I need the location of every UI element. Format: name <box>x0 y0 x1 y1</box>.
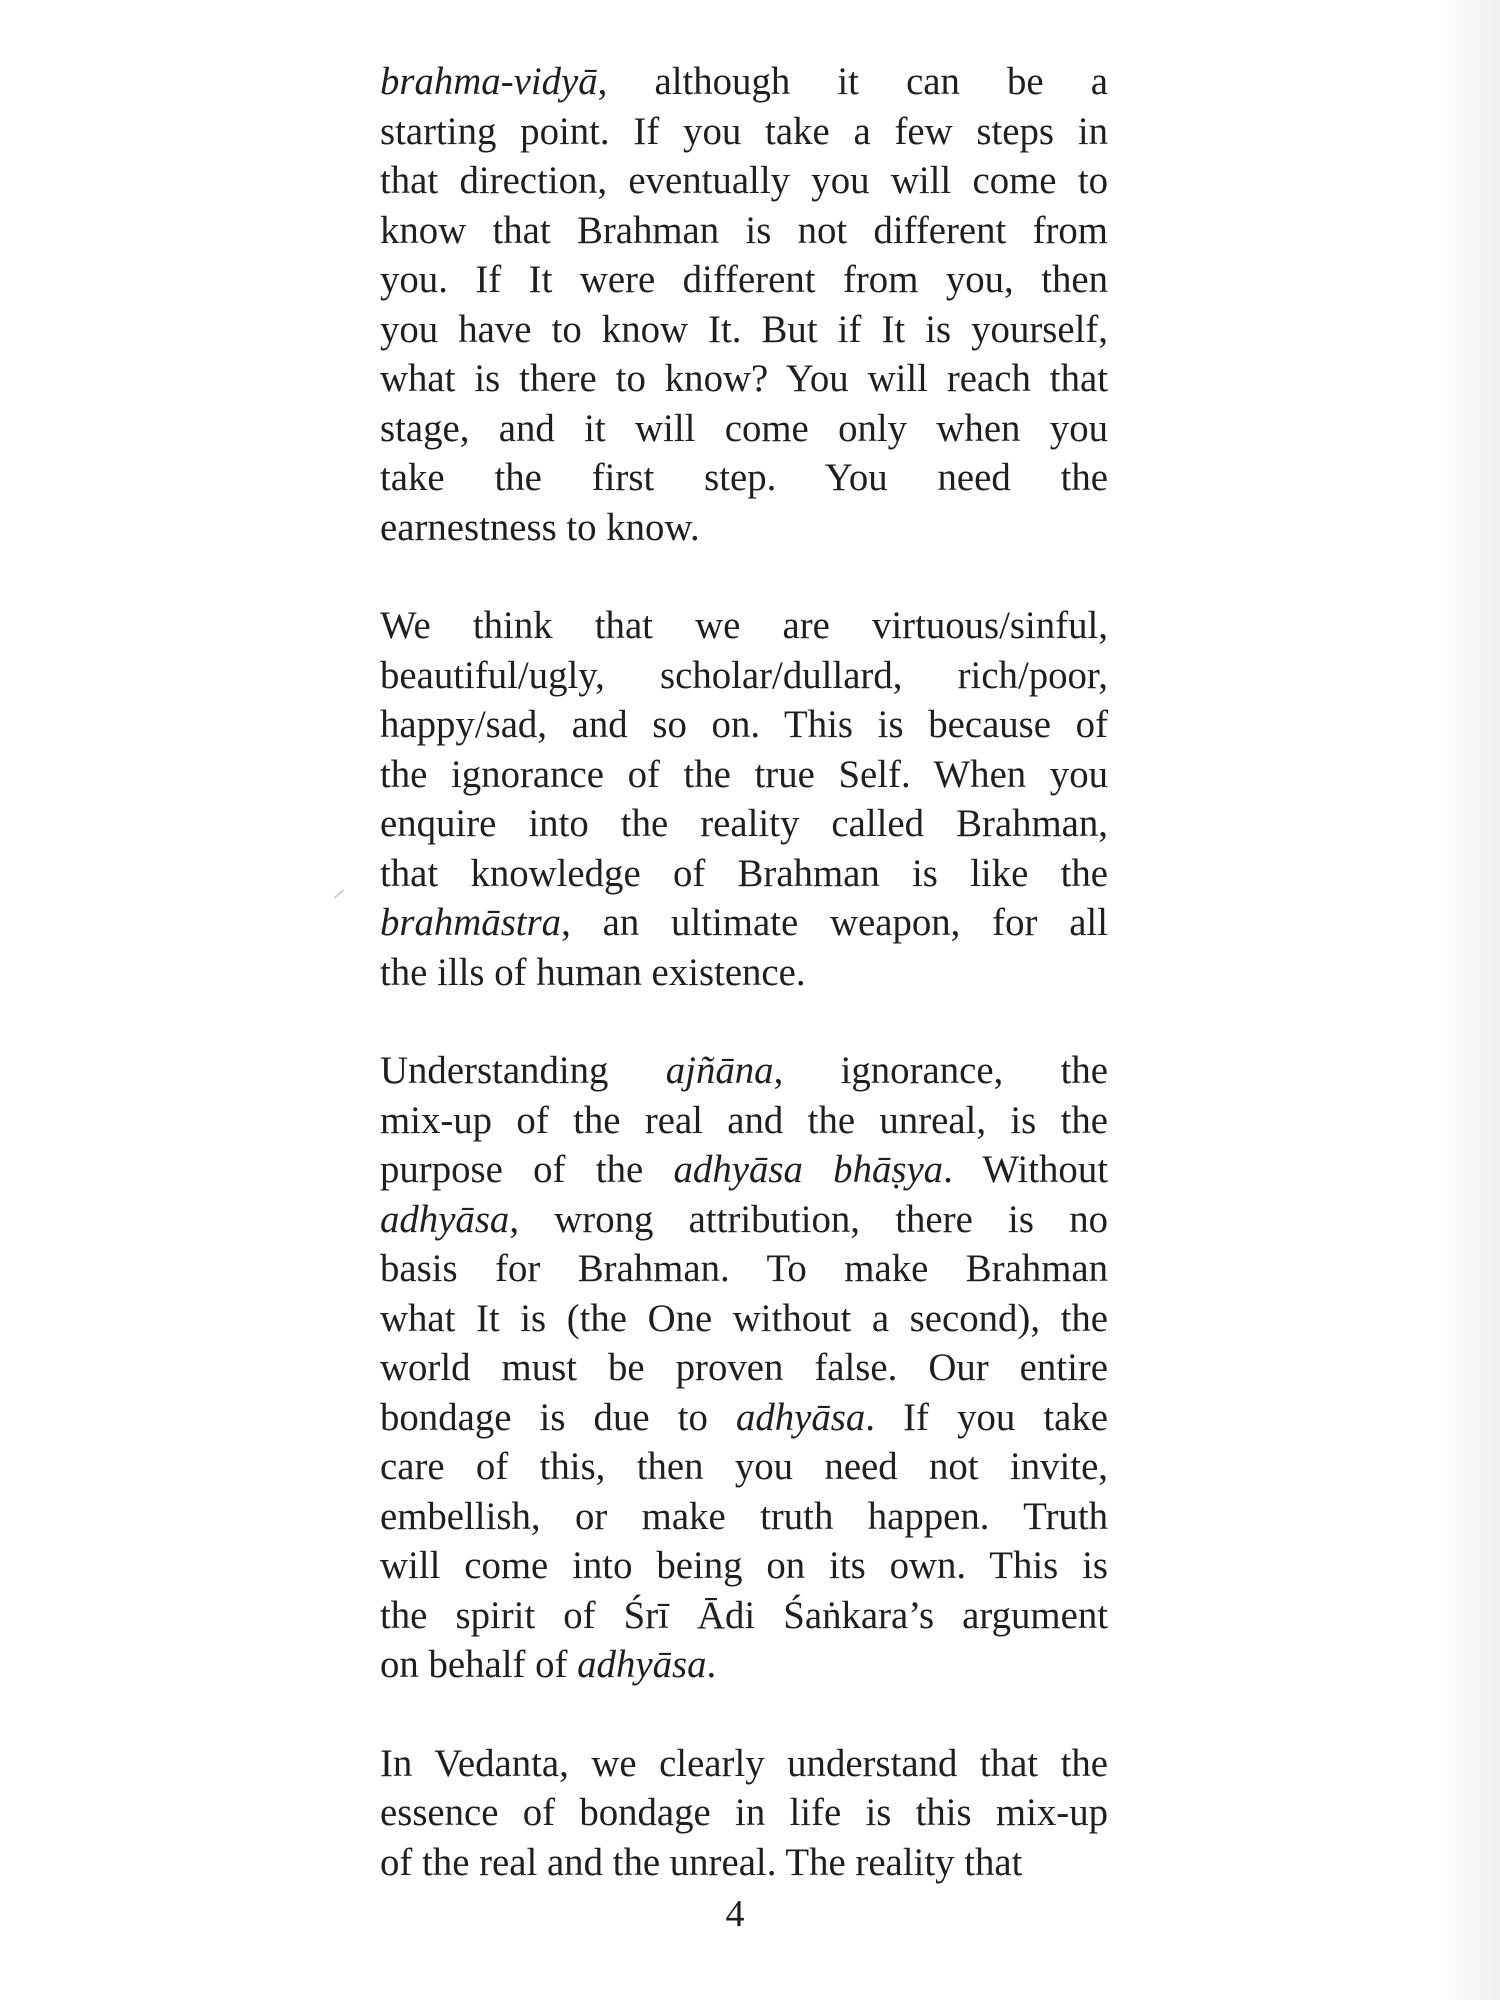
text-line <box>380 898 1108 948</box>
text-line <box>380 206 1108 256</box>
text-run: starting point. If you take a few steps in <box>380 109 1108 153</box>
text-line <box>380 1442 1108 1492</box>
text-line <box>380 1788 1108 1838</box>
italic-term: adhyāsa <box>577 1643 707 1686</box>
text-run: beautiful/ugly, scholar/dullard, rich/poor, <box>380 653 1108 697</box>
text-run: on behalf of <box>380 1643 578 1686</box>
text-line <box>380 1244 1108 1294</box>
text-run: , an ultimate weapon, for all <box>561 901 1108 944</box>
text-line <box>380 503 1108 553</box>
paragraph <box>380 1739 1108 1888</box>
text-run: enquire into the reality called Brahman, <box>380 802 1108 845</box>
italic-term: adhyāsa <box>735 1395 866 1439</box>
text-line <box>380 354 1108 404</box>
text-run: Understanding <box>380 1049 666 1092</box>
text-run: We think that we are virtuous/sinful, <box>380 604 1108 647</box>
text-line <box>380 1096 1108 1146</box>
text-run: stage, and it will come only when you <box>380 406 1108 450</box>
text-line <box>380 453 1108 503</box>
text-run: take the first step. You need the <box>380 456 1108 499</box>
text-run: will come into being on its own. This is <box>380 1544 1108 1587</box>
text-line <box>380 849 1108 899</box>
text-line <box>380 107 1108 157</box>
text-run: the ills of human existence. <box>380 950 806 994</box>
text-line <box>380 750 1108 800</box>
paragraph <box>380 1046 1108 1690</box>
text-line <box>380 651 1108 701</box>
text-line <box>380 1343 1108 1393</box>
text-line <box>380 57 1108 107</box>
text-line <box>380 1046 1108 1096</box>
text-run: purpose of the <box>380 1148 674 1191</box>
text-line <box>380 255 1108 305</box>
text-run: what It is (the One without a second), the <box>380 1296 1108 1340</box>
text-run: essence of bondage in life is this mix-up <box>380 1791 1108 1834</box>
body-text <box>380 57 1108 1887</box>
text-line <box>380 305 1108 355</box>
text-run: embellish, or make truth happen. Truth <box>380 1494 1108 1538</box>
text-line <box>380 1838 1108 1888</box>
text-run: the ignorance of the true Self. When you <box>380 752 1108 796</box>
text-run: bondage is due to <box>380 1395 736 1439</box>
text-run: what is there to know? You will reach that <box>380 357 1108 400</box>
text-line <box>380 404 1108 454</box>
text-line <box>380 1195 1108 1245</box>
italic-term: ajñāna <box>665 1049 774 1092</box>
text-run: earnestness to know. <box>380 505 700 549</box>
paragraph <box>380 57 1108 552</box>
text-line <box>380 799 1108 849</box>
text-line <box>380 156 1108 206</box>
page-edge-shadow <box>1440 0 1500 2000</box>
stray-pencil-mark <box>334 889 344 898</box>
italic-term: brahmāstra <box>380 901 562 944</box>
text-line <box>380 700 1108 750</box>
italic-term: adhyāsa <box>380 1197 510 1241</box>
page-number: 4 <box>725 1893 745 1935</box>
text-run: world must be proven false. Our entire <box>380 1346 1108 1389</box>
text-run: , ignorance, the <box>773 1049 1109 1092</box>
text-run: that direction, eventually you will come to <box>380 159 1108 202</box>
text-run: you. If It were different from you, then <box>380 258 1108 301</box>
text-line <box>380 1591 1108 1641</box>
text-run: , wrong attribution, there is no <box>509 1197 1108 1241</box>
paragraph <box>380 601 1108 997</box>
text-run: . <box>706 1643 717 1686</box>
text-run: you have to know It. But if It is yourself, <box>380 307 1108 351</box>
text-line <box>380 1393 1108 1443</box>
text-run: . Without <box>943 1148 1108 1191</box>
text-line <box>380 1739 1108 1789</box>
text-line <box>380 948 1108 998</box>
text-run: happy/sad, and so on. This is because of <box>380 703 1108 746</box>
text-run: mix-up of the real and the unreal, is the <box>380 1098 1108 1142</box>
text-line <box>380 1492 1108 1542</box>
text-run: that knowledge of Brahman is like the <box>380 851 1108 895</box>
text-run: know that Brahman is not different from <box>380 208 1108 252</box>
text-line <box>380 1640 1108 1690</box>
text-run: In Vedanta, we clearly understand that the <box>380 1741 1108 1785</box>
text-run: basis for Brahman. To make Brahman <box>380 1247 1108 1290</box>
text-run: . If you take <box>865 1395 1108 1439</box>
text-line <box>380 1294 1108 1344</box>
text-run: , although it can be a <box>597 60 1108 103</box>
text-run: care of this, then you need not invite, <box>380 1445 1108 1488</box>
text-run: the spirit of Śrī Ādi Śaṅkara’s argument <box>380 1593 1108 1637</box>
text-line <box>380 601 1108 651</box>
text-line <box>380 1145 1108 1195</box>
text-line <box>380 1541 1108 1591</box>
text-run: of the real and the unreal. The reality that <box>380 1840 1023 1884</box>
italic-term: brahma-vidyā <box>380 60 598 103</box>
italic-term: adhyāsa bhāṣya <box>673 1148 944 1191</box>
